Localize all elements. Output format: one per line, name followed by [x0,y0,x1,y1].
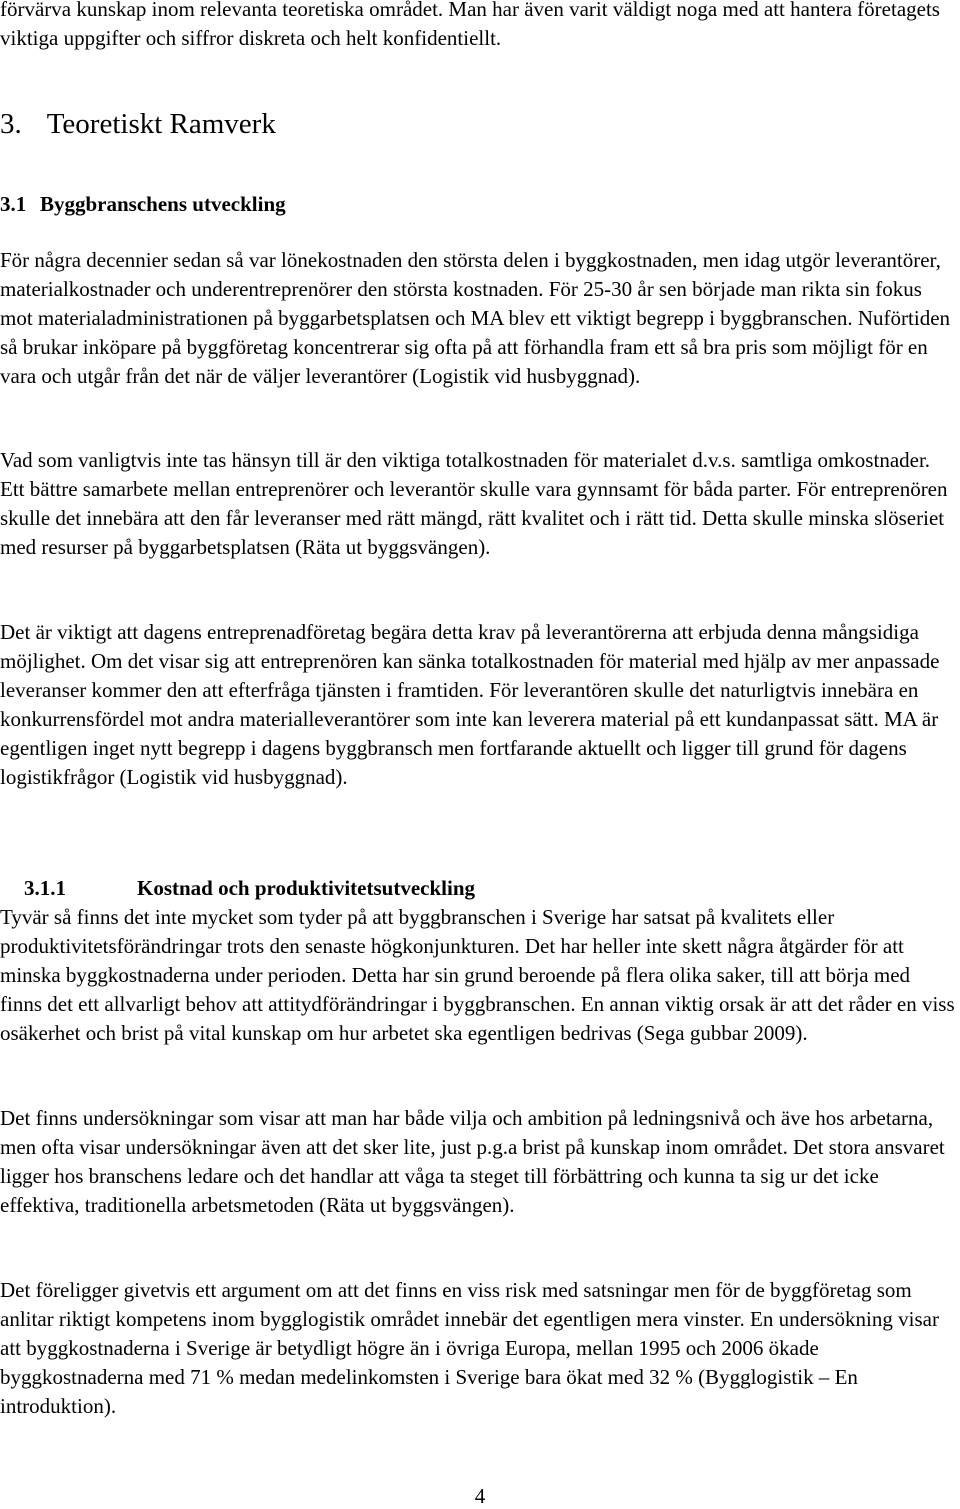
page-number: 4 [474,1484,486,1508]
paragraph-31-2: Vad som vanligtvis inte tas hänsyn till är den viktiga totalkostnaden för materialet d.v.s. samtliga omkostnader. Ett bättre samarbete mellan entreprenörer och leverantör skulle vara gynnsamt för båda parter. För entreprenören skulle det innebära att den får leveranser med rätt mängd, rätt kvalitet och i rätt tid. Detta skulle minska slöseriet med resurser på byggarbetsplatsen (Räta ut byggsvängen). [0,448,948,559]
section-title: Teoretiskt Ramverk [46,108,276,140]
section-number: 3. [0,108,22,140]
subsection-number: 3.1 [0,192,27,216]
paragraph-311-3: Det föreligger givetvis ett argument om att det finns en viss risk med satsningar men för de byggföretag som anlitar riktigt kompetens inom bygglogistik området innebär det egentligen mera vinster. En undersökning visar att byggkostnaderna i Sverige är betydligt högre än i övriga Europa, mellan 1995 och 2006 ökade byggkostnaderna med 71 % medan medelinkomsten i Sverige bara ökat med 32 % (Bygglogistik – En introduktion). [0,1278,939,1418]
subsection-title: Byggbranschens utveckling [40,192,286,216]
subsection-heading [0,190,956,219]
paragraph-31-1: För några decennier sedan så var lönekostnaden den största delen i byggkostnaden, men idag utgör leverantörer, materialkostnader och underentreprenörer den största kostnaden. För 25-30 år sen började man rikta sin fokus mot materialadministrationen på byggarbetsplatsen och MA blev ett viktigt begrepp i byggbranschen. Nuförtiden så brukar inköpare på byggföretag koncentrerar sig ofta på att förhandla fram ett så bra pris som möjligt för en vara och utgår från det när de väljer leverantörer (Logistik vid husbyggnad). [0,248,951,388]
intro-paragraph: förvärva kunskap inom relevanta teoretiska området. Man har även varit väldigt noga med att hantera företagets viktiga uppgifter och siffror diskreta och helt konfidentiellt. [0,0,940,50]
paragraph-311-1: Tyvär så finns det inte mycket som tyder på att byggbranschen i Sverige har satsat på kvalitets eller produktivitetsförändringar trots den senaste högkonjunkturen. Det har heller inte skett några åtgärder för att minska byggkostnaderna under perioden. Detta har sin grund beroende på flera olika saker, till att börja med finns det ett allvarligt behov att attitydförändringar i byggbranschen. En annan viktig orsak är att det råder en viss osäkerhet och brist på vital kunskap om hur arbetet ska egentligen bedrivas (Sega gubbar 2009). [0,905,955,1045]
subsubsection-title: Kostnad och produktivitetsutveckling [137,876,475,900]
subsubsection-number: 3.1.1 [24,876,66,900]
subsubsection-heading [24,874,960,903]
section-heading [0,107,956,141]
paragraph-311-2: Det finns undersökningar som visar att man har både vilja och ambition på ledningsnivå och äve hos arbetarna, men ofta visar undersökningar även att det sker lite, just p.g.a brist på kunskap inom området. Det stora ansvaret ligger hos branschens ledare och det handlar att våga ta steget till förbättring och kunna ta sig ur det icke effektiva, traditionella arbetsmetoden (Räta ut byggsvängen). [0,1106,945,1217]
paragraph-31-3: Det är viktigt att dagens entreprenadföretag begära detta krav på leverantörerna att erbjuda denna mångsidiga möjlighet. Om det visar sig att entreprenören kan sänka totalkostnaden för material med hjälp av mer anpassade leveranser kommer den att efterfråga tjänsten i framtiden. För leverantören skulle det naturligtvis innebära en konkurrensfördel mot andra materialleverantörer som inte kan leverera material på ett kundanpassat sätt. MA är egentligen inget nytt begrepp i dagens byggbransch men fortfarande aktuellt och ligger till grund för dagens logistikfrågor (Logistik vid husbyggnad). [0,620,940,789]
